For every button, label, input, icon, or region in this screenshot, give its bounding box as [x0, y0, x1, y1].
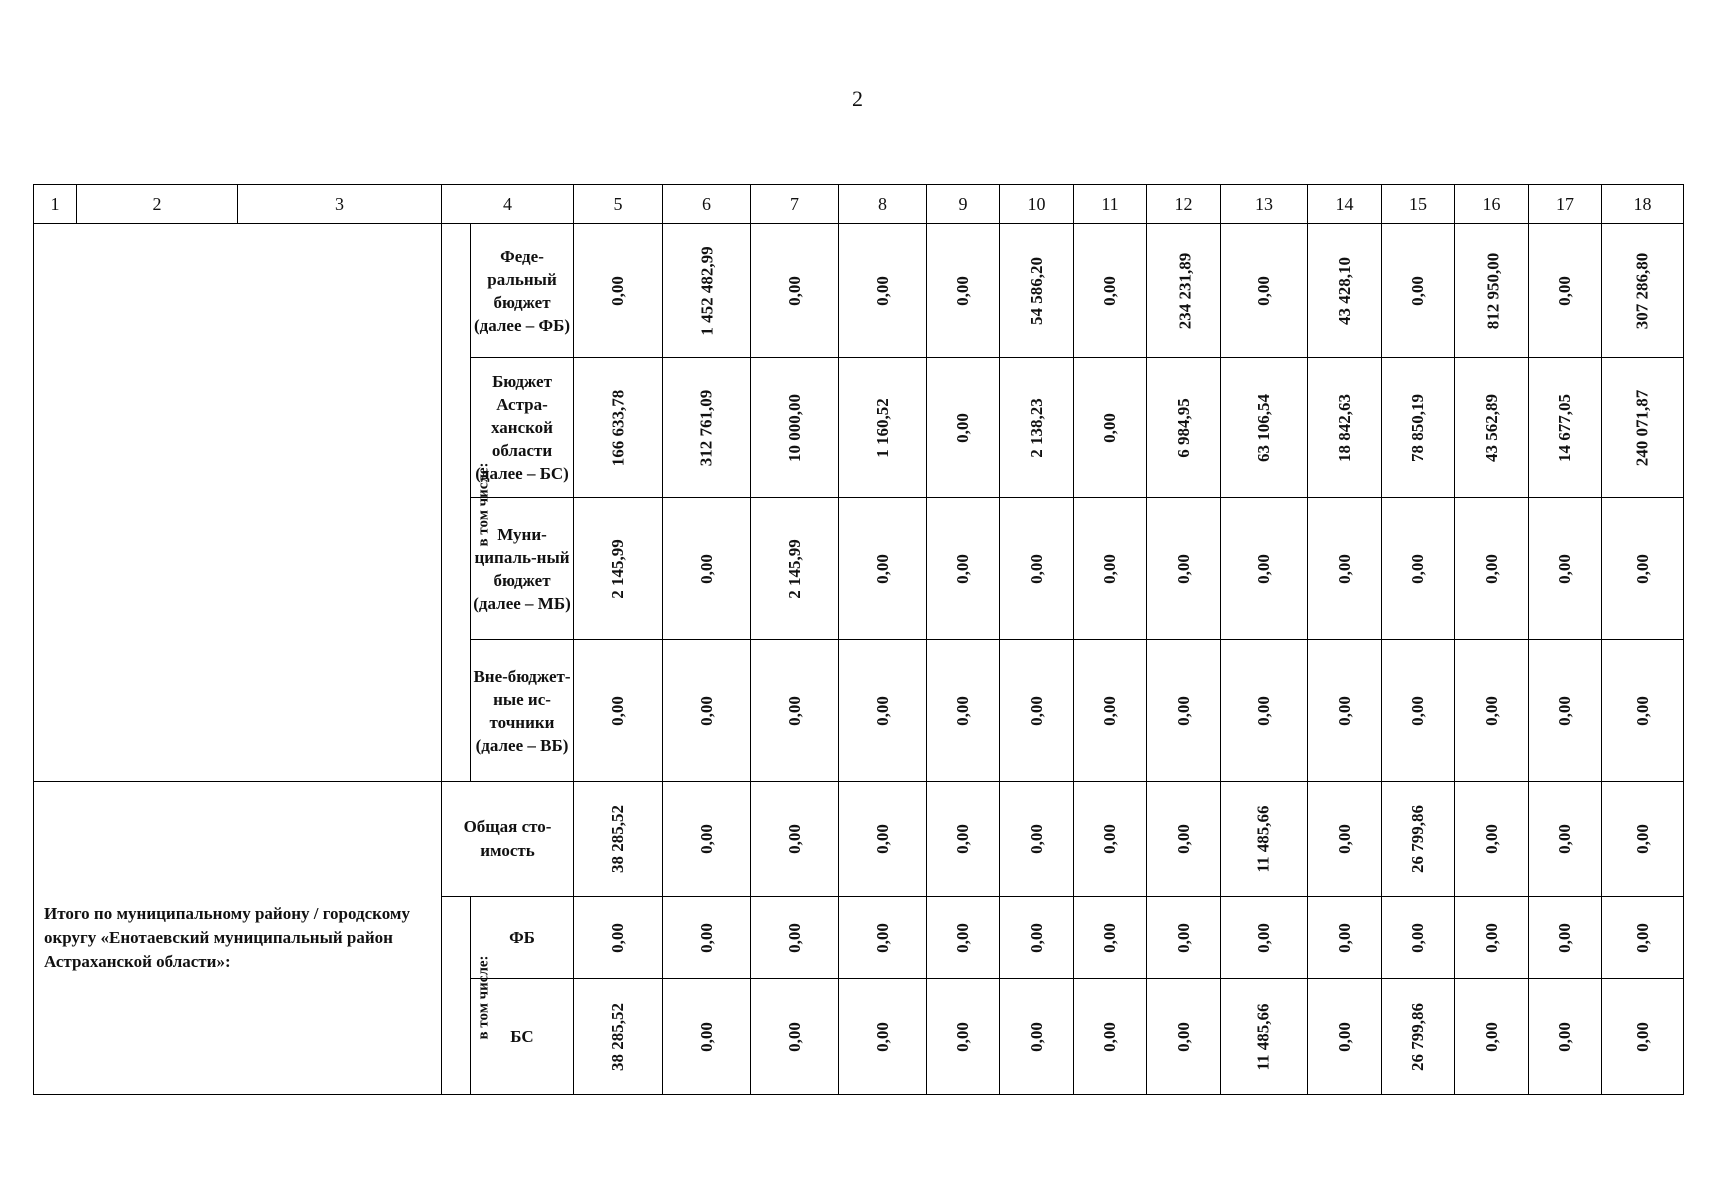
value-cell	[927, 640, 1000, 782]
value-cell	[1308, 979, 1382, 1095]
column-number: 3	[238, 185, 442, 224]
value-cell	[1382, 640, 1455, 782]
value-cell	[1455, 224, 1529, 358]
cell-value: 0,00	[1334, 922, 1354, 953]
cell-value: 0,00	[1481, 1021, 1501, 1052]
column-number: 1	[34, 185, 77, 224]
cell-value: 0,00	[1481, 553, 1501, 584]
column-number: 10	[1000, 185, 1074, 224]
total-value-cell	[927, 782, 1000, 897]
cell-value: 307 286,80	[1632, 252, 1652, 329]
value-cell	[751, 224, 839, 358]
cell-value: 0,00	[1026, 1021, 1046, 1052]
cell-value: 78 850,19	[1408, 393, 1427, 462]
value-cell	[1147, 640, 1221, 782]
value-cell	[663, 498, 751, 640]
funding-row	[34, 224, 1684, 358]
column-number: 16	[1455, 185, 1529, 224]
cell-value: 0,00	[872, 922, 892, 953]
cell-value: 0,00	[608, 695, 627, 726]
cell-value: 0,00	[1555, 1021, 1574, 1052]
value-cell	[751, 498, 839, 640]
cell-value: 0,00	[784, 275, 804, 306]
page-number: 2	[852, 86, 863, 111]
cell-value: 11 485,66	[1254, 805, 1273, 873]
value-cell	[1221, 979, 1308, 1095]
cell-value: 38 285,52	[608, 1002, 627, 1071]
cell-value: 0,00	[1100, 922, 1119, 953]
value-cell	[1529, 897, 1602, 979]
value-cell	[839, 897, 927, 979]
cell-value: 2 145,99	[608, 538, 627, 599]
value-cell	[927, 897, 1000, 979]
cell-value: 0,00	[1173, 824, 1193, 854]
value-cell	[663, 224, 751, 358]
cell-value: 0,00	[1481, 695, 1501, 726]
cell-value: 0,00	[1254, 553, 1273, 584]
column-number: 6	[663, 185, 751, 224]
cell-value: 0,00	[953, 1021, 972, 1052]
cell-value: 18 842,63	[1334, 393, 1354, 462]
cell-value: 43 428,10	[1334, 256, 1354, 325]
cell-value: 11 485,66	[1254, 1002, 1273, 1071]
cell-value: 0,00	[953, 695, 972, 726]
cell-value: 1 160,52	[872, 397, 892, 458]
cell-value: 0,00	[1100, 275, 1119, 306]
total-value-cell	[1455, 782, 1529, 897]
cell-value: 0,00	[1555, 922, 1574, 953]
value-cell	[1000, 224, 1074, 358]
cell-value: 0,00	[1632, 553, 1652, 584]
funding-source: Муни-ципаль-ный бюджет (далее – МБ)	[471, 498, 574, 640]
value-cell	[751, 640, 839, 782]
value-cell	[1000, 498, 1074, 640]
cell-value: 0,00	[784, 1021, 804, 1052]
funding-source: Вне-бюджет-ные ис-точники (далее – ВБ)	[471, 640, 574, 782]
value-cell	[1147, 224, 1221, 358]
funding-source: Феде-ральный бюджет (далее – ФБ)	[471, 224, 574, 358]
cell-value: 0,00	[1334, 695, 1354, 726]
cell-value: 0,00	[784, 922, 804, 953]
value-cell	[1382, 979, 1455, 1095]
cell-value: 26 799,86	[1408, 805, 1427, 873]
district-total-label: Итого по муниципальному району / городскому округу «Енотаевский муниципальный район Астраханской области»:	[34, 782, 442, 1095]
value-cell	[1602, 498, 1684, 640]
cell-value: 38 285,52	[608, 805, 627, 873]
funding-source: БС	[471, 979, 574, 1095]
total-value-cell	[1602, 782, 1684, 897]
budget-table	[33, 184, 1684, 1095]
value-cell	[751, 358, 839, 498]
value-cell	[839, 358, 927, 498]
value-cell	[839, 640, 927, 782]
cell-value: 0,00	[953, 275, 972, 306]
cell-value: 234 231,89	[1175, 252, 1195, 329]
value-cell	[1308, 224, 1382, 358]
value-cell	[1074, 640, 1147, 782]
cell-value: 6 984,95	[1173, 397, 1193, 458]
value-cell	[1455, 979, 1529, 1095]
cell-value: 1 452 482,99	[697, 245, 717, 336]
column-number: 14	[1308, 185, 1382, 224]
column-number: 4	[442, 185, 574, 224]
value-cell	[663, 358, 751, 498]
value-cell	[663, 897, 751, 979]
value-cell	[1382, 358, 1455, 498]
value-cell	[927, 358, 1000, 498]
value-cell	[1455, 498, 1529, 640]
total-value-cell	[1221, 782, 1308, 897]
value-cell	[1147, 498, 1221, 640]
cell-value: 0,00	[1334, 824, 1354, 854]
value-cell	[1602, 224, 1684, 358]
total-value-cell	[1529, 782, 1602, 897]
value-cell	[1000, 640, 1074, 782]
column-number: 8	[839, 185, 927, 224]
cell-value: 0,00	[953, 824, 972, 854]
cell-value: 0,00	[1173, 695, 1193, 726]
value-cell	[1308, 640, 1382, 782]
cell-value: 0,00	[1100, 695, 1119, 726]
cell-value: 63 106,54	[1254, 393, 1273, 462]
cell-value: 0,00	[1026, 553, 1046, 584]
cell-value: 0,00	[1254, 275, 1273, 306]
total-value-cell	[1147, 782, 1221, 897]
cell-value: 0,00	[1408, 922, 1427, 953]
total-value-cell	[663, 782, 751, 897]
cell-value: 0,00	[696, 695, 716, 726]
total-value-cell	[574, 782, 663, 897]
value-cell	[1308, 498, 1382, 640]
value-cell	[1221, 224, 1308, 358]
value-cell	[574, 358, 663, 498]
value-cell	[1602, 640, 1684, 782]
value-cell	[1529, 979, 1602, 1095]
column-number: 17	[1529, 185, 1602, 224]
value-cell	[1602, 358, 1684, 498]
cell-value: 0,00	[953, 922, 972, 953]
breakdown-label: в том числе:	[475, 461, 492, 547]
cell-value: 0,00	[872, 553, 892, 584]
cell-value: 0,00	[1408, 275, 1427, 306]
cell-value: 0,00	[1026, 922, 1046, 953]
cell-value: 0,00	[872, 275, 892, 306]
cell-value: 0,00	[1555, 553, 1574, 584]
cell-value: 0,00	[872, 695, 892, 726]
value-cell	[1308, 358, 1382, 498]
cell-value: 0,00	[1555, 824, 1574, 854]
value-cell	[751, 897, 839, 979]
breakdown-label: в том числе:	[475, 954, 492, 1040]
value-cell	[1455, 897, 1529, 979]
cell-value: 0,00	[1555, 275, 1574, 306]
value-cell	[1602, 979, 1684, 1095]
breakdown-label-cell	[442, 897, 492, 1095]
value-cell	[574, 224, 663, 358]
cell-value: 0,00	[1254, 922, 1273, 953]
cell-value: 0,00	[1408, 553, 1427, 584]
cell-value: 0,00	[1632, 1021, 1652, 1052]
cell-value: 0,00	[1334, 1021, 1354, 1052]
cell-value: 0,00	[872, 824, 892, 854]
column-number: 9	[927, 185, 1000, 224]
cell-value: 14 677,05	[1555, 393, 1574, 462]
cell-value: 0,00	[1100, 412, 1119, 443]
value-cell	[839, 224, 927, 358]
value-cell	[1602, 897, 1684, 979]
total-value-cell	[1074, 782, 1147, 897]
total-value-cell	[1000, 782, 1074, 897]
cell-value: 0,00	[1408, 695, 1427, 726]
column-number: 11	[1074, 185, 1147, 224]
cell-value: 0,00	[872, 1021, 892, 1052]
cell-value: 0,00	[696, 1021, 716, 1052]
total-cost-label: Общая сто-имость	[442, 782, 574, 897]
value-cell	[1074, 358, 1147, 498]
total-value-cell	[1382, 782, 1455, 897]
column-number: 12	[1147, 185, 1221, 224]
column-number: 5	[574, 185, 663, 224]
value-cell	[1074, 498, 1147, 640]
cell-value: 0,00	[1100, 824, 1119, 854]
value-cell	[1074, 979, 1147, 1095]
value-cell	[927, 979, 1000, 1095]
column-number-row	[34, 185, 1684, 224]
value-cell	[751, 979, 839, 1095]
cell-value: 240 071,87	[1632, 389, 1652, 466]
value-cell	[1074, 897, 1147, 979]
cell-value: 312 761,09	[696, 389, 716, 466]
cell-value: 54 586,20	[1026, 256, 1046, 325]
value-cell	[1455, 358, 1529, 498]
value-cell	[1147, 358, 1221, 498]
value-cell	[1147, 897, 1221, 979]
cell-value: 0,00	[1632, 695, 1652, 726]
cell-value: 0,00	[696, 922, 716, 953]
cell-value: 0,00	[1632, 824, 1652, 854]
value-cell	[1382, 224, 1455, 358]
total-value-cell	[751, 782, 839, 897]
value-cell	[1382, 498, 1455, 640]
value-cell	[1221, 498, 1308, 640]
value-cell	[839, 979, 927, 1095]
value-cell	[1074, 224, 1147, 358]
empty-label-cell	[34, 224, 442, 782]
value-cell	[1529, 224, 1602, 358]
cell-value: 0,00	[696, 824, 716, 854]
cell-value: 0,00	[696, 553, 716, 584]
funding-source: ФБ	[471, 897, 574, 979]
cell-value: 0,00	[784, 824, 804, 854]
value-cell	[1529, 498, 1602, 640]
value-cell	[1529, 358, 1602, 498]
value-cell	[574, 979, 663, 1095]
cell-value: 0,00	[1173, 922, 1193, 953]
value-cell	[1000, 979, 1074, 1095]
cell-value: 0,00	[1481, 922, 1501, 953]
cell-value: 2 145,99	[784, 538, 804, 599]
cell-value: 26 799,86	[1408, 1002, 1427, 1071]
value-cell	[663, 640, 751, 782]
cell-value: 812 950,00	[1483, 252, 1503, 329]
value-cell	[927, 498, 1000, 640]
cell-value: 0,00	[1173, 1021, 1193, 1052]
cell-value: 2 138,23	[1026, 397, 1046, 458]
total-cost-row	[34, 782, 1684, 897]
cell-value: 0,00	[784, 695, 804, 726]
cell-value: 0,00	[1026, 824, 1046, 854]
value-cell	[1000, 897, 1074, 979]
value-cell	[839, 498, 927, 640]
cell-value: 0,00	[1100, 1021, 1119, 1052]
cell-value: 10 000,00	[784, 393, 804, 462]
column-number: 15	[1382, 185, 1455, 224]
total-value-cell	[1308, 782, 1382, 897]
cell-value: 0,00	[1100, 553, 1119, 584]
value-cell	[927, 224, 1000, 358]
value-cell	[574, 640, 663, 782]
value-cell	[1221, 640, 1308, 782]
total-value-cell	[839, 782, 927, 897]
cell-value: 0,00	[1173, 553, 1193, 584]
value-cell	[663, 979, 751, 1095]
value-cell	[1308, 897, 1382, 979]
cell-value: 0,00	[1334, 553, 1354, 584]
column-number: 2	[77, 185, 238, 224]
value-cell	[1147, 979, 1221, 1095]
value-cell	[1221, 897, 1308, 979]
cell-value: 0,00	[608, 275, 627, 306]
value-cell	[574, 498, 663, 640]
value-cell	[1529, 640, 1602, 782]
cell-value: 0,00	[1555, 695, 1574, 726]
column-number: 7	[751, 185, 839, 224]
funding-source: Бюджет Астра-ханской области (далее – БС)	[471, 358, 574, 498]
cell-value: 0,00	[608, 922, 627, 953]
breakdown-label-cell	[442, 224, 492, 782]
cell-value: 0,00	[953, 412, 972, 443]
cell-value: 166 633,78	[608, 389, 627, 466]
cell-value: 0,00	[1026, 695, 1046, 726]
cell-value: 0,00	[1481, 824, 1501, 854]
cell-value: 43 562,89	[1481, 393, 1501, 462]
cell-value: 0,00	[953, 553, 972, 584]
column-number: 18	[1602, 185, 1684, 224]
cell-value: 0,00	[1254, 695, 1273, 726]
column-number: 13	[1221, 185, 1308, 224]
cell-value: 0,00	[1632, 922, 1652, 953]
value-cell	[1455, 640, 1529, 782]
value-cell	[1382, 897, 1455, 979]
value-cell	[574, 897, 663, 979]
value-cell	[1000, 358, 1074, 498]
value-cell	[1221, 358, 1308, 498]
